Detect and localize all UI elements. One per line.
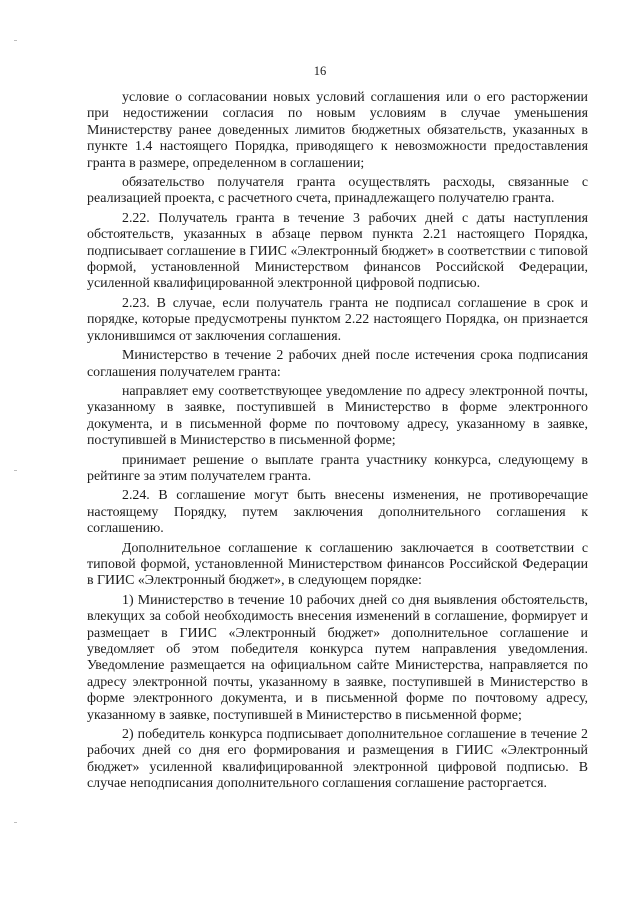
paragraph-additional-agreement: Дополнительное соглашение к соглашению заключается в соответствии с типовой формой, установленной Министерством финансов Российской Федерации в ГИИС «Электронный бюджет», в следующем порядке: (87, 540, 588, 589)
paragraph-2-23: 2.23. В случае, если получатель гранта не подписал соглашение в срок и порядке, которые предусмотрены пунктом 2.22 настоящего Порядка, он признается уклонившимся от заключения соглашения. (87, 295, 588, 344)
scan-margin-mark (14, 822, 17, 823)
paragraph-grantee-obligation: обязательство получателя гранта осуществлять расходы, связанные с реализацией проекта, с расчетного счета, принадлежащего получателю гранта. (87, 175, 588, 207)
paragraph-send-notification: направляет ему соответствующее уведомление по адресу электронной почты, указанному в заявке, поступившей в Министерство в форме электронного документа, и в письменной форме по почтовому адресу, указанному в заявке, поступившей в Министерство в письменной форме; (87, 383, 588, 449)
paragraph-2-22: 2.22. Получатель гранта в течение 3 рабочих дней с даты наступления обстоятельств, указанных в абзаце первом пункта 2.21 настоящего Порядка, подписывает соглашение в ГИИС «Электронный бюджет» в соответствии с типовой формой, установленной Министерством финансов Российской Федерации, усиленной квалифицированной электронной цифровой подписью. (87, 210, 588, 292)
document-body (87, 90, 588, 793)
paragraph-procedure-step-1: 1) Министерство в течение 10 рабочих дней со дня выявления обстоятельств, влекущих за собой необходимость внесения изменений в соглашение, формирует и размещает в ГИИС «Электронный бюджет» дополнительное соглашение и уведомляет об этом победителя конкурса путем направления уведомления. Уведомление размещается на официальном сайте Министерства, направляется по адресу электронной почты, указанному в заявке, поступившей в Министерство в форме электронного документа, и в письменной форме по почтовому адресу, указанному в заявке, поступившей в Министерство в письменной форме; (87, 592, 588, 723)
paragraph-agreement-amendment-condition: условие о согласовании новых условий соглашения или о его расторжении при недостижении согласия по новым условиям в случае уменьшения Министерству ранее доведенных лимитов бюджетных обязательств, указанных в пункте 1.4 настоящего Порядка, приводящего к невозможности предоставления гранта в размере, определенном в соглашении; (87, 90, 588, 171)
paragraph-procedure-step-2: 2) победитель конкурса подписывает дополнительное соглашение в течение 2 рабочих дней со дня его формирования и размещения в ГИИС «Электронный бюджет» усиленной квалифицированной электронной цифровой подписью. В случае неподписания дополнительного соглашения соглашение расторгается. (87, 727, 588, 792)
page-number: 16 (313, 64, 327, 78)
paragraph-grant-decision: принимает решение о выплате гранта участнику конкурса, следующему в рейтинге за этим получателем гранта. (87, 452, 588, 484)
paragraph-ministry-actions: Министерство в течение 2 рабочих дней после истечения срока подписания соглашения получателем гранта: (87, 348, 588, 380)
scan-margin-mark (14, 470, 17, 471)
paragraph-2-24: 2.24. В соглашение могут быть внесены изменения, не противоречащие настоящему Порядку, путем заключения дополнительного соглашения к соглашению. (87, 488, 588, 537)
scan-margin-mark (14, 40, 17, 41)
